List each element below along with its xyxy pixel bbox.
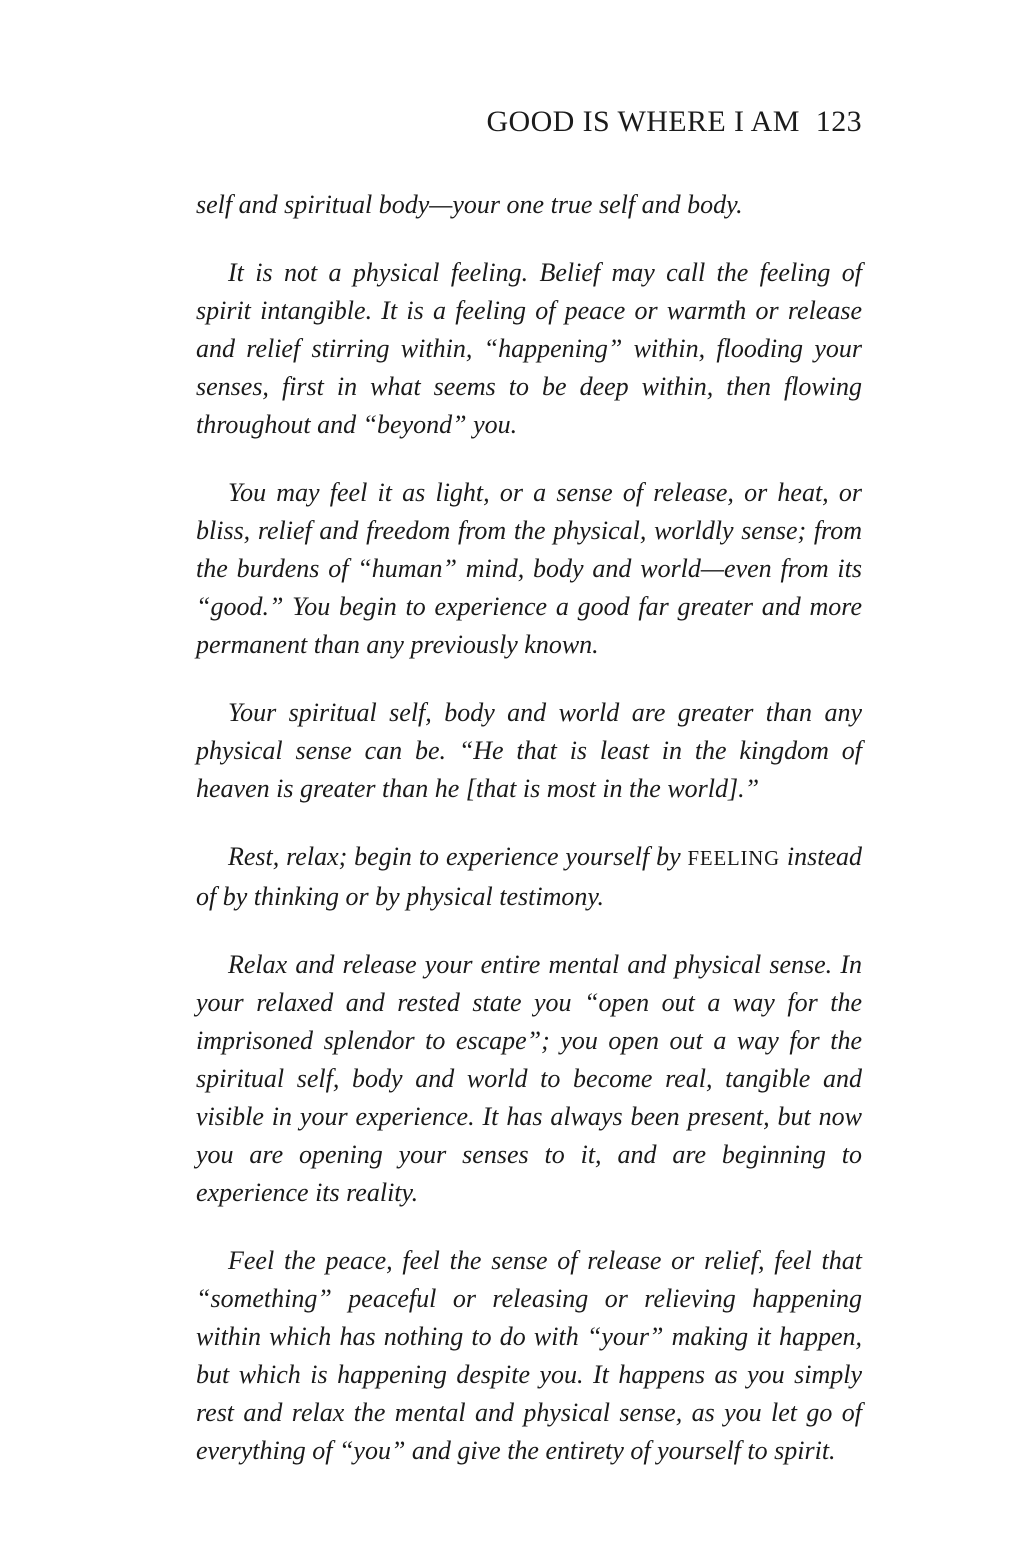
paragraph: Your spiritual self, body and world are greater than any physical sense can be. “He that is least in the kingdom of heaven is greater than he [that is most in the world].” <box>196 698 862 803</box>
paragraph: Relax and release your entire mental and physical sense. In your relaxed and rested state you “open out a way for the imprisoned splendor to escape”; you open out a way for the spiritual self, body and world to become real, tangible and visible in your experience. It has always been present, but now you are opening your senses to it, and are beginning to experience its reality. <box>196 950 862 1207</box>
paragraph-continuation: self and spiritual body—your one true self and body. <box>196 190 743 219</box>
paragraph: Feel the peace, feel the sense of release or relief, feel that “something” peaceful or releasing or relieving happening within which has nothing to do with “your” making it happen, but which is happening despite you. It happens as you simply rest and relax the mental and physical sense, as you let go of everything of “you” and give the entirety of yourself to spirit. <box>196 1246 862 1465</box>
smallcaps-word: FEELING <box>687 847 780 870</box>
paragraph <box>196 838 862 916</box>
paragraph: It is not a physical feeling. Belief may call the feeling of spirit intangible. It is a feeling of peace or warmth or release and relief stirring within, “happening” within, flooding your senses, first in what seems to be deep within, then flowing throughout and “beyond” you. <box>196 258 862 439</box>
page-number: 123 <box>815 105 862 138</box>
running-header-title: GOOD IS WHERE I AM <box>486 105 800 138</box>
paragraph-text: Rest, relax; begin to experience yourself by <box>228 842 688 871</box>
page-body <box>196 186 862 1500</box>
paragraph-text: instead of by thinking or by physical testimony. <box>196 842 862 911</box>
paragraph: You may feel it as light, or a sense of release, or heat, or bliss, relief and freedom from the physical, worldly sense; from the burdens of “human” mind, body and world—even from its “good.” You begin to experience a good far greater and more permanent than any previously known. <box>196 478 862 659</box>
running-header <box>196 104 862 140</box>
